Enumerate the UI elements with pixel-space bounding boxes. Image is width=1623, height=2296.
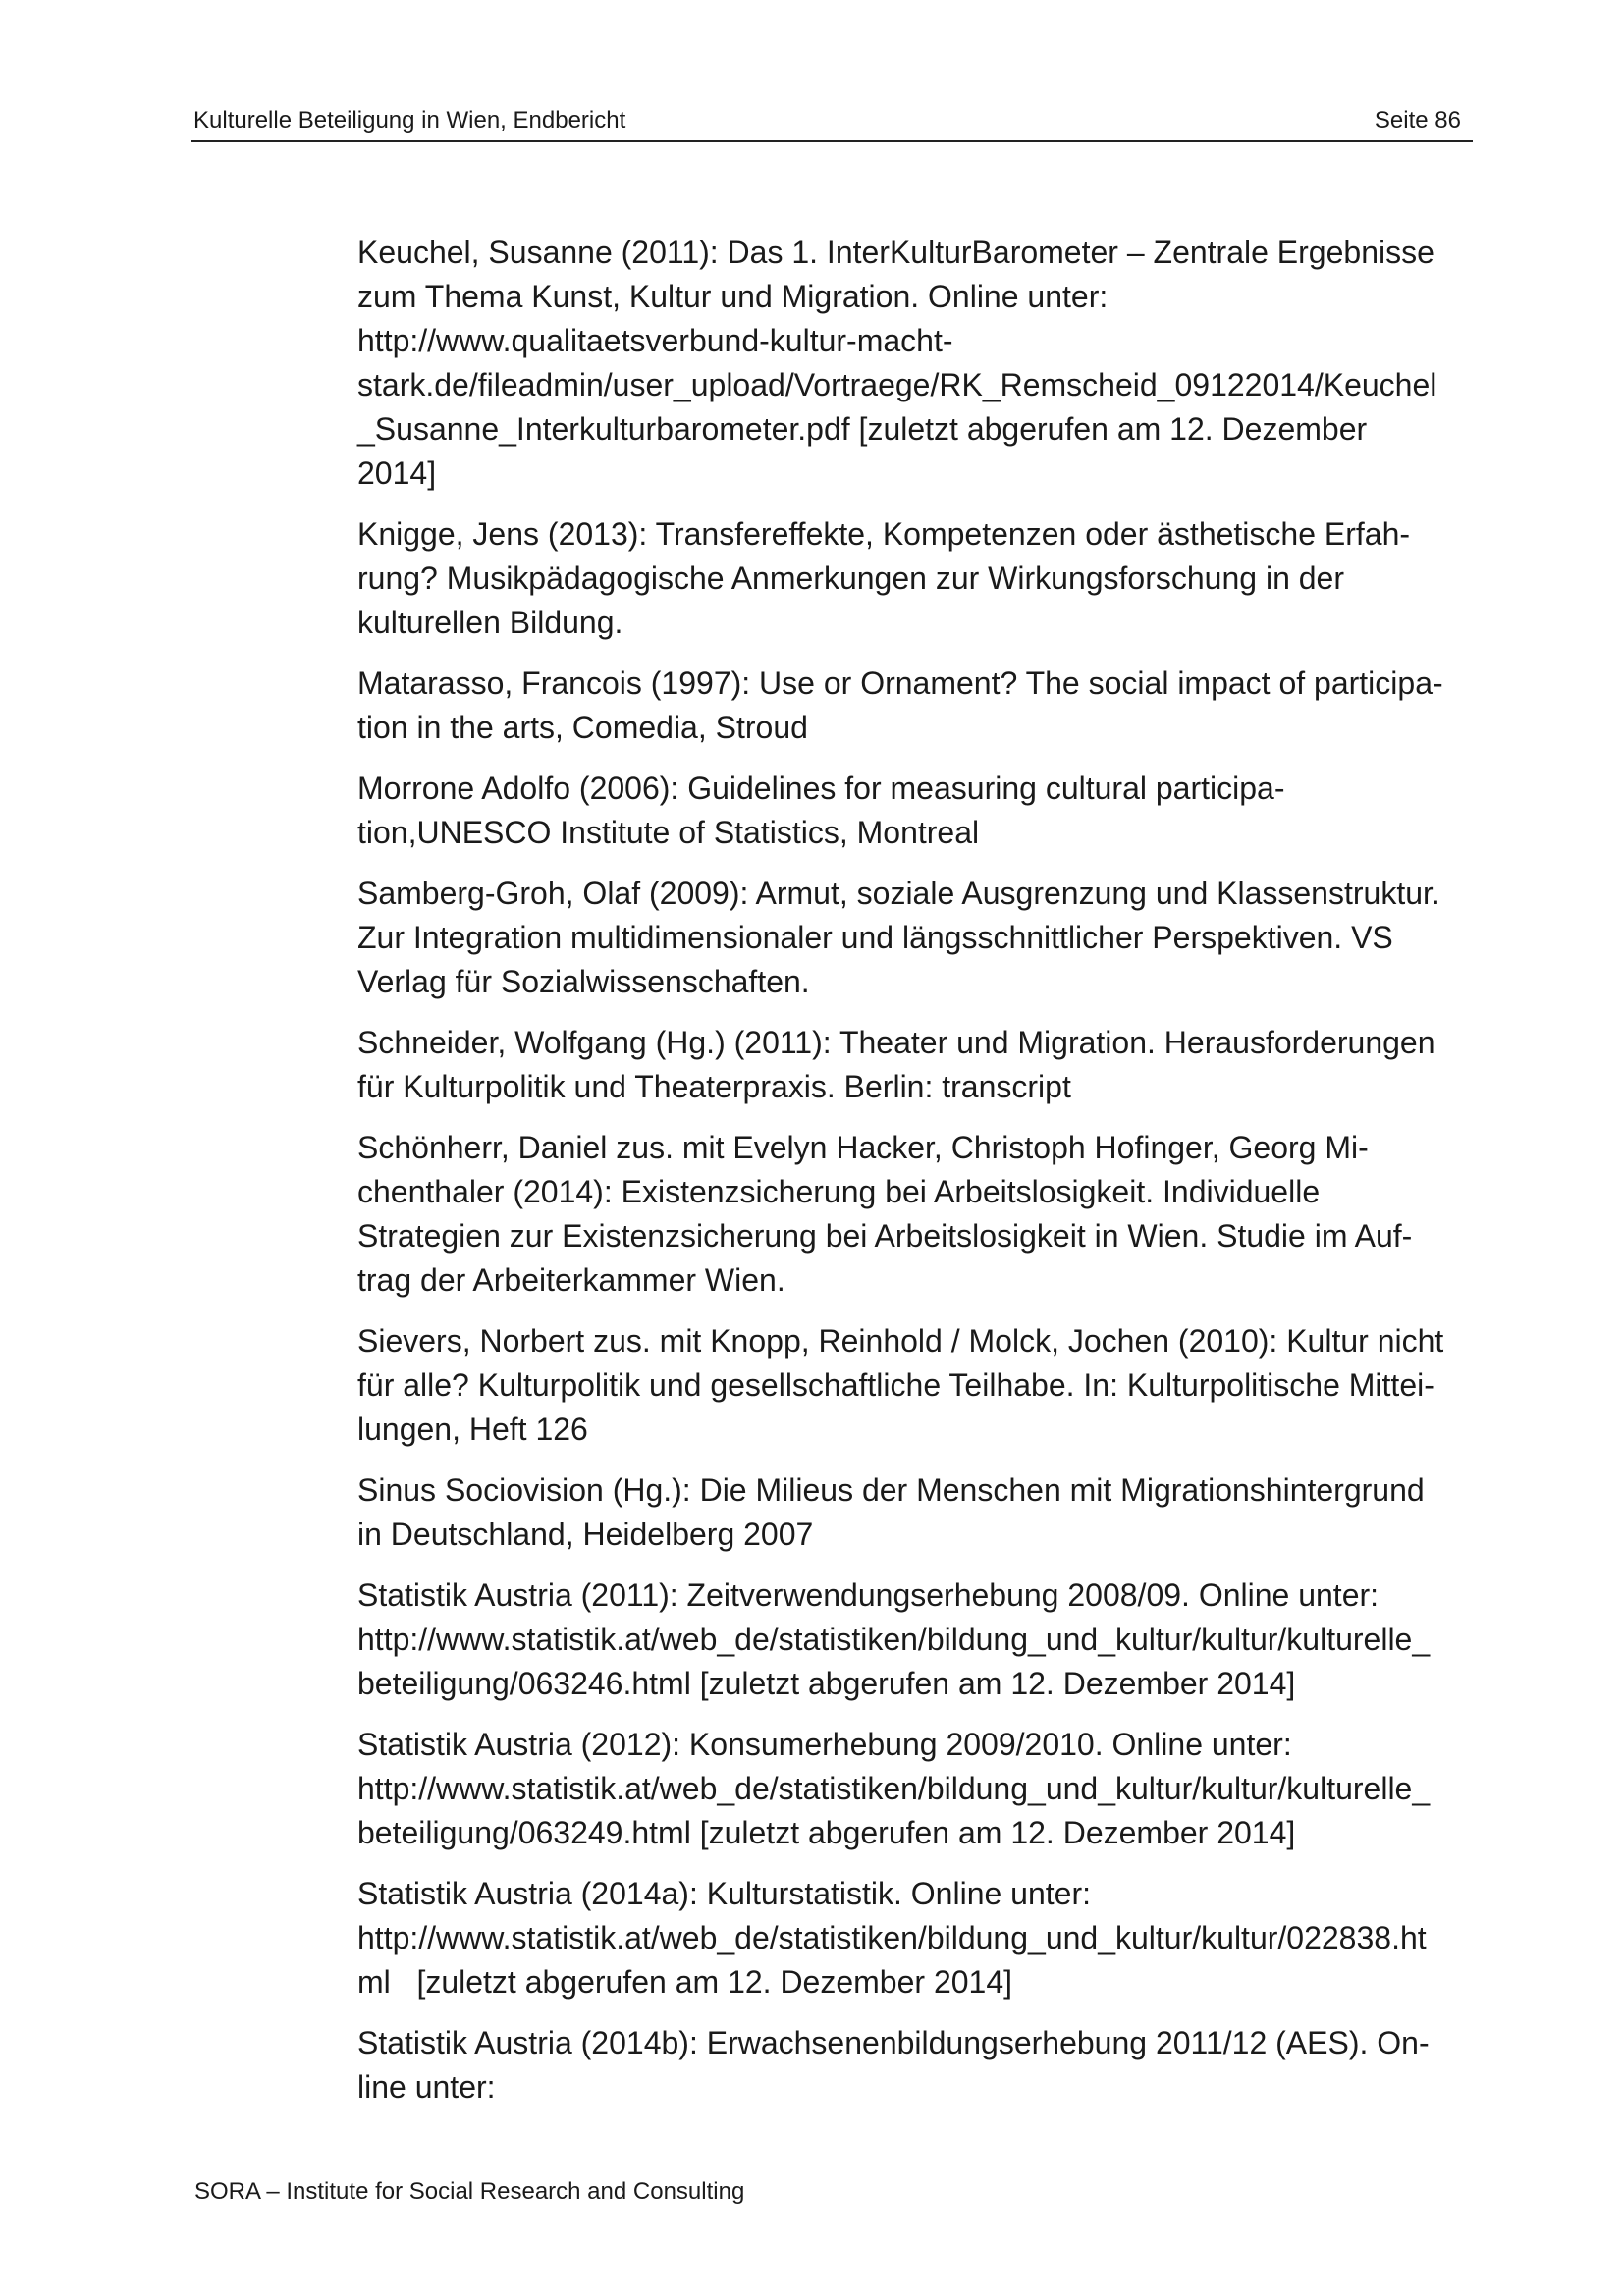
reference-entry: Keuchel, Susanne (2011): Das 1. InterKulturBarometer – Zentrale Ergebnisse zum Thema Kunst, Kultur und Migration. Online unter: http://www.qualitaetsverbund-kultur-macht- stark.de/fileadmin/user_upload/Vortraege/RK_Remscheid_09122014/Keuchel _Susanne_Interkulturbarometer.pdf [zuletzt abgerufen am 12. Dezember 2014] (357, 235, 1437, 491)
page-footer: SORA – Institute for Social Research and Consulting (194, 2178, 745, 2205)
reference-entry: Statistik Austria (2012): Konsumerhebung 2009/2010. Online unter: http://www.statistik.at/web_de/statistiken/bildung_und_kultur/kultur/kulturelle_ beteiligung/063249.html [zuletzt abgerufen am 12. Dezember 2014] (357, 1727, 1431, 1850)
page-number: Seite 86 (1374, 107, 1461, 133)
reference-entry: Knigge, Jens (2013): Transfereffekte, Kompetenzen oder ästhetische Erfah- rung? Musikpädagogische Anmerkungen zur Wirkungsforschung in der kulturellen Bildung. (357, 516, 1411, 640)
reference-entry: Statistik Austria (2011): Zeitverwendungserhebung 2008/09. Online unter: http://www.statistik.at/web_de/statistiken/bildung_und_kultur/kultur/kulturelle_ beteiligung/063246.html [zuletzt abgerufen am 12. Dezember 2014] (357, 1577, 1431, 1701)
reference-entry: Schneider, Wolfgang (Hg.) (2011): Theater und Migration. Herausforderungen für Kulturpolitik und Theaterpraxis. Berlin: transcript (357, 1025, 1435, 1104)
reference-list (357, 231, 1477, 2126)
page-header (191, 101, 1473, 142)
reference-entry: Matarasso, Francois (1997): Use or Ornament? The social impact of participa- tion in the arts, Comedia, Stroud (357, 666, 1443, 745)
reference-entry: Samberg-Groh, Olaf (2009): Armut, soziale Ausgrenzung und Klassenstruktur. Zur Integration multidimensionaler und längsschnittlicher Perspektiven. VS Verlag für Sozialwissenschaften. (357, 876, 1440, 999)
document-title: Kulturelle Beteiligung in Wien, Endbericht (193, 107, 626, 133)
reference-entry: Schönherr, Daniel zus. mit Evelyn Hacker, Christoph Hofinger, Georg Mi- chenthaler (2014): Existenzsicherung bei Arbeitslosigkeit. Individuelle Strategien zur Existenzsicherung bei Arbeitslosigkeit in Wien. Studie im Auf- trag der Arbeiterkammer Wien. (357, 1130, 1413, 1298)
reference-entry: Morrone Adolfo (2006): Guidelines for measuring cultural participa- tion,UNESCO Institute of Statistics, Montreal (357, 771, 1285, 850)
reference-entry: Statistik Austria (2014a): Kulturstatistik. Online unter: http://www.statistik.at/web_de/statistiken/bildung_und_kultur/kultur/022838.ht ml [zuletzt abgerufen am 12. Dezember 2014] (357, 1876, 1427, 2000)
reference-entry: Statistik Austria (2014b): Erwachsenenbildungserhebung 2011/12 (AES). On- line unter: (357, 2025, 1430, 2105)
reference-entry: Sinus Sociovision (Hg.): Die Milieus der Menschen mit Migrationshintergrund in Deutschland, Heidelberg 2007 (357, 1472, 1425, 1552)
reference-entry: Sievers, Norbert zus. mit Knopp, Reinhold / Molck, Jochen (2010): Kultur nicht für alle? Kulturpolitik und gesellschaftliche Teilhabe. In: Kulturpolitische Mittei- lungen, Heft 126 (357, 1323, 1444, 1447)
